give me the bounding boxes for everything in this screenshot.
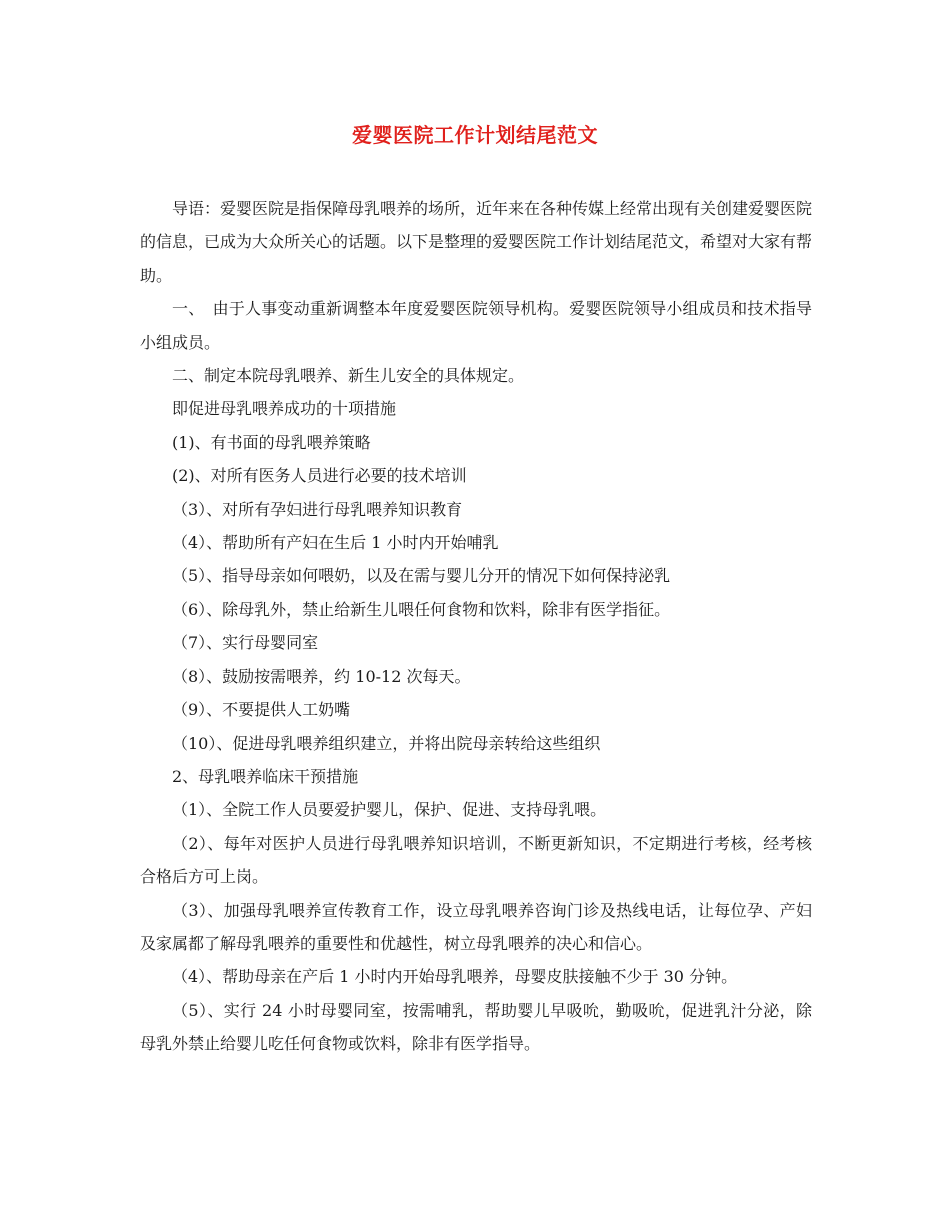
- list-item: (2)、对所有医务人员进行必要的技术培训: [172, 466, 467, 486]
- paragraph-ten-measures-heading: 即促进母乳喂养成功的十项措施: [172, 399, 397, 419]
- paragraph-section-1: 一、 由于人事变动重新调整本年度爱婴医院领导机构。爱婴医院领导小组成员和技术指导小组成员。: [140, 299, 812, 352]
- paragraph-section-2: 二、制定本院母乳喂养、新生儿安全的具体规定。: [172, 366, 525, 386]
- list-item: (1)、有书面的母乳喂养策略: [172, 432, 371, 452]
- list-item: （5）、实行 24 小时母婴同室，按需哺乳，帮助婴儿早吸吮，勤吸吮，促进乳汁分泌，除母乳外禁止给婴儿吃任何食物或饮料，除非有医学指导。: [140, 1000, 812, 1054]
- list-item: （9）、不要提供人工奶嘴: [172, 700, 351, 720]
- list-item: （3）、对所有孕妇进行母乳喂养知识教育: [172, 499, 463, 519]
- paragraph-intro: 导语：爱婴医院是指保障母乳喂养的场所，近年来在各种传媒上经常出现有关创建爱婴医院的信息，已成为大众所关心的话题。以下是整理的爱婴医院工作计划结尾范文，希望对大家有帮助。: [140, 199, 813, 285]
- list-item: （10）、促进母乳喂养组织建立，并将出院母亲转给这些组织: [172, 733, 601, 753]
- list-item: （8）、鼓励按需喂养，约 10-12 次每天。: [172, 666, 471, 686]
- paragraph-clinical-heading: 2、母乳喂养临床干预措施: [172, 766, 359, 786]
- list-item: （2）、每年对医护人员进行母乳喂养知识培训，不断更新知识，不定期进行考核，经考核合格后方可上岗。: [140, 833, 812, 887]
- list-item: （6）、除母乳外，禁止给新生儿喂任何食物和饮料，除非有医学指征。: [172, 599, 671, 619]
- document-title: 爱婴医院工作计划结尾范文: [352, 123, 598, 147]
- list-item: （3）、加强母乳喂养宣传教育工作，设立母乳喂养咨询门诊及热线电话，让每位孕、产妇及家属都了解母乳喂养的重要性和优越性，树立母乳喂养的决心和信心。: [140, 900, 812, 953]
- list-item: （7）、实行母婴同室: [172, 633, 319, 653]
- document-body: [140, 192, 812, 1061]
- list-item: （4）、帮助母亲在产后 1 小时内开始母乳喂养，母婴皮肤接触不少于 30 分钟。: [172, 967, 738, 987]
- list-item: （4）、帮助所有产妇在生后 1 小时内开始哺乳: [172, 533, 499, 553]
- list-item: （5）、指导母亲如何喂奶，以及在需与婴儿分开的情况下如何保持泌乳: [172, 566, 671, 586]
- list-item: （1）、全院工作人员要爱护婴儿，保护、促进、支持母乳喂。: [172, 800, 607, 820]
